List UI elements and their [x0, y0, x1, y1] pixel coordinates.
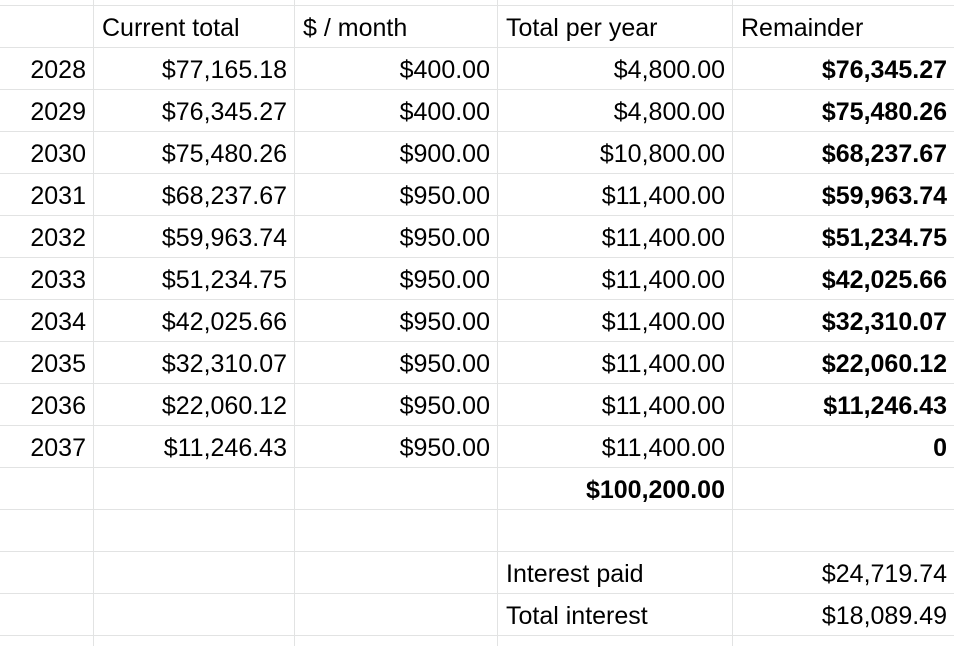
cell-current-total[interactable]: $75,480.26 [161, 140, 287, 168]
cell-per-month[interactable]: $950.00 [399, 266, 490, 294]
cell-current-total[interactable]: $32,310.07 [161, 350, 287, 378]
cell-year[interactable]: 2035 [30, 350, 86, 378]
cell-total-per-year[interactable]: $11,400.00 [601, 182, 725, 210]
cell-per-month[interactable]: $950.00 [399, 392, 490, 420]
cell-remainder[interactable]: $32,310.07 [821, 308, 947, 336]
cell-remainder[interactable]: $68,237.67 [821, 140, 947, 168]
cell-remainder[interactable]: $76,345.27 [821, 56, 947, 84]
cell-per-month[interactable]: $950.00 [399, 350, 490, 378]
cell-current-total[interactable]: $42,025.66 [161, 308, 287, 336]
header-remainder[interactable]: Remainder [741, 14, 864, 42]
cell-total-interest-label[interactable]: Total interest [506, 602, 648, 630]
header-current-total[interactable]: Current total [102, 14, 240, 42]
cell-interest-paid-value[interactable]: $24,719.74 [821, 560, 947, 588]
cell-per-month[interactable]: $950.00 [399, 224, 490, 252]
cell-total-per-year[interactable]: $11,400.00 [601, 308, 725, 336]
cell-year[interactable]: 2032 [30, 224, 86, 252]
cell-current-total[interactable]: $68,237.67 [161, 182, 287, 210]
cell-total-per-year[interactable]: $11,400.00 [601, 350, 725, 378]
header-per-month[interactable]: $ / month [303, 14, 408, 42]
cell-interest-paid-label[interactable]: Interest paid [506, 560, 644, 588]
cell-year[interactable]: 2034 [30, 308, 86, 336]
cell-current-total[interactable]: $76,345.27 [161, 98, 287, 126]
cell-remainder[interactable]: $22,060.12 [821, 350, 947, 378]
cell-total-per-year[interactable]: $4,800.00 [613, 56, 725, 84]
cell-per-month[interactable]: $900.00 [399, 140, 490, 168]
cell-per-month[interactable]: $400.00 [399, 98, 490, 126]
gridline-horizontal [0, 509, 954, 510]
cell-current-total[interactable]: $11,246.43 [163, 434, 287, 462]
cell-year[interactable]: 2031 [30, 182, 86, 210]
cell-total-interest-value[interactable]: $18,089.49 [821, 602, 947, 630]
cell-current-total[interactable]: $22,060.12 [161, 392, 287, 420]
cell-year[interactable]: 2037 [30, 434, 86, 462]
cell-year[interactable]: 2030 [30, 140, 86, 168]
cell-remainder[interactable]: $75,480.26 [821, 98, 947, 126]
cell-per-month[interactable]: $950.00 [399, 434, 490, 462]
cell-year[interactable]: 2033 [30, 266, 86, 294]
cell-remainder[interactable]: 0 [933, 434, 947, 462]
cell-total-per-year[interactable]: $10,800.00 [599, 140, 725, 168]
cell-year[interactable]: 2036 [30, 392, 86, 420]
cell-current-total[interactable]: $51,234.75 [161, 266, 287, 294]
header-total-per-year[interactable]: Total per year [506, 14, 658, 42]
cell-year[interactable]: 2028 [30, 56, 86, 84]
cell-current-total[interactable]: $59,963.74 [161, 224, 287, 252]
cell-total-per-year[interactable]: $11,400.00 [601, 434, 725, 462]
cell-current-total[interactable]: $77,165.18 [161, 56, 287, 84]
cell-per-month[interactable]: $950.00 [399, 308, 490, 336]
cell-remainder[interactable]: $51,234.75 [821, 224, 947, 252]
cell-remainder[interactable]: $59,963.74 [821, 182, 947, 210]
cell-total-per-year[interactable]: $11,400.00 [601, 392, 725, 420]
cell-year[interactable]: 2029 [30, 98, 86, 126]
cell-per-month[interactable]: $950.00 [399, 182, 490, 210]
cell-remainder[interactable]: $11,246.43 [823, 392, 947, 420]
cell-remainder[interactable]: $42,025.66 [821, 266, 947, 294]
cell-per-month[interactable]: $400.00 [399, 56, 490, 84]
cell-total-per-year[interactable]: $11,400.00 [601, 266, 725, 294]
cell-total-per-year[interactable]: $4,800.00 [613, 98, 725, 126]
cell-sum-total-per-year[interactable]: $100,200.00 [585, 476, 725, 504]
cell-total-per-year[interactable]: $11,400.00 [601, 224, 725, 252]
